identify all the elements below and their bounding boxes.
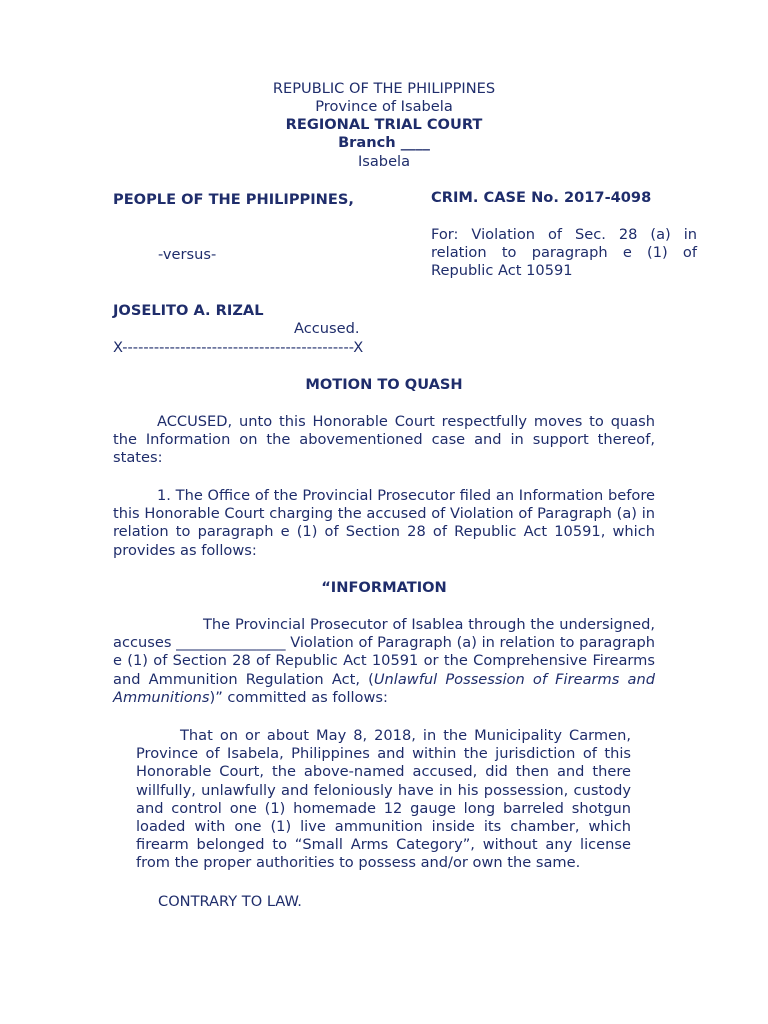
information-heading: “INFORMATION xyxy=(321,579,447,596)
information-text-offense: Unlawful Possession of Firearms and Ammunitions xyxy=(113,670,655,706)
contrary-to-law: CONTRARY TO LAW. xyxy=(158,893,302,910)
charge-description: For: Violation of Sec. 28 (a) in relation to paragraph e (1) of Republic Act 10591 xyxy=(431,226,697,280)
versus-label: -versus- xyxy=(158,246,217,263)
information-text-end: )” committed as follows: xyxy=(209,688,388,706)
accused-label: Accused. xyxy=(294,320,360,337)
header-city: Isabela xyxy=(357,153,411,170)
document-title: MOTION TO QUASH xyxy=(305,376,463,393)
information-text-start: The Provincial Prosecutor of Isablea through the undersigned, accuses _______________ Violation of Paragraph (a) in relation to paragraph e (1) of Section 28 of Republic Act 10591 or the Comprehensive Firearms and Ammunition Regulation Act, ( xyxy=(113,616,655,688)
caption-separator: X--------------------------------------------X xyxy=(113,339,364,356)
information-quote: That on or about May 8, 2018, in the Municipality Carmen, Province of Isabela, Philippines and within the jurisdiction of this Honorable Court, the above-named accused, did then and there willfully, unlawfully and feloniously have in his possession, custody and control one (1) homemade 12 gauge long barreled shotgun loaded with one (1) live ammunition inside its chamber, which firearm belonged to “Small Arms Category”, without any license from the proper authorities to possess and/or own the same. xyxy=(136,727,631,872)
plaintiff-name: PEOPLE OF THE PHILIPPINES, xyxy=(113,191,354,208)
case-number: CRIM. CASE No. 2017-4098 xyxy=(431,189,652,206)
header-republic: REPUBLIC OF THE PHILIPPINES xyxy=(272,80,496,97)
header-branch: Branch ____ xyxy=(338,134,430,151)
accused-name: JOSELITO A. RIZAL xyxy=(113,302,264,319)
header-court: REGIONAL TRIAL COURT xyxy=(285,116,483,133)
header-province: Province of Isabela xyxy=(315,98,453,115)
information-paragraph xyxy=(113,616,655,707)
paragraph-1: 1. The Office of the Provincial Prosecutor filed an Information before this Honorable Court charging the accused of Violation of Paragraph (a) in relation to paragraph e (1) of Section 28 of Republic Act 10591, which provides as follows: xyxy=(113,487,655,559)
intro-paragraph: ACCUSED, unto this Honorable Court respectfully moves to quash the Information on the abovementioned case and in support thereof, states: xyxy=(113,413,655,467)
